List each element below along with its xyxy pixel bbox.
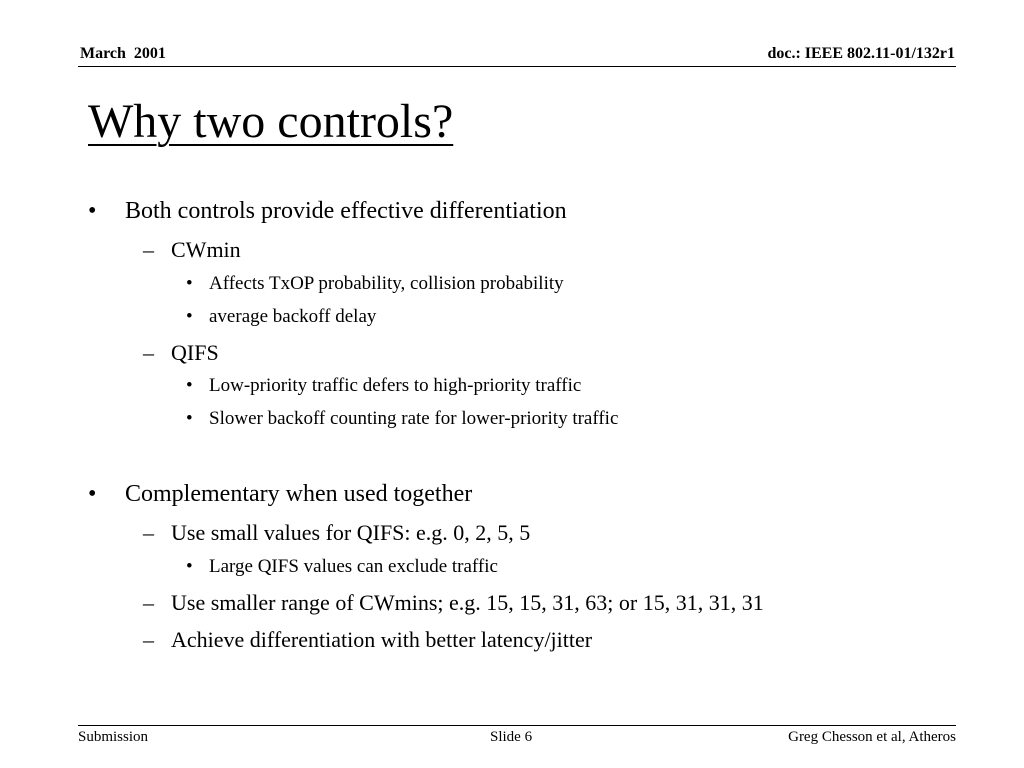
bullet-marker: • (186, 306, 193, 327)
bullet-item: Both controls provide effective differentiation (125, 198, 567, 224)
bullet-marker: • (88, 481, 97, 507)
footer-divider (78, 725, 956, 726)
bullet-marker: • (186, 556, 193, 577)
bullet-marker: • (186, 375, 193, 396)
bullet-marker: • (88, 198, 97, 224)
footer-authors: Greg Chesson et al, Atheros (788, 729, 956, 745)
slide-title: Why two controls? (88, 95, 454, 148)
bullet-marker: • (186, 408, 193, 429)
sub-bullet-item: CWmin (171, 237, 241, 262)
footer-slide-number: Slide 6 (490, 729, 533, 745)
sub-sub-bullet-item: Affects TxOP probability, collision probability (209, 273, 564, 294)
dash-marker: – (143, 340, 154, 365)
sub-sub-bullet-item: Slower backoff counting rate for lower-priority traffic (209, 408, 619, 429)
sub-sub-bullet-item: Low-priority traffic defers to high-priority traffic (209, 375, 582, 396)
header-date: March 2001 (80, 45, 166, 62)
sub-sub-bullet-item: Large QIFS values can exclude traffic (209, 556, 498, 577)
sub-bullet-item: Use small values for QIFS: e.g. 0, 2, 5, 5 (171, 520, 531, 545)
sub-bullet-item: Use smaller range of CWmins; e.g. 15, 15, 31, 63; or 15, 31, 31, 31 (171, 590, 764, 615)
footer-submission: Submission (78, 729, 149, 745)
bullet-marker: • (186, 273, 193, 294)
dash-marker: – (143, 520, 154, 545)
sub-bullet-item: QIFS (171, 340, 219, 365)
bullet-item: Complementary when used together (125, 481, 473, 507)
sub-bullet-item: Achieve differentiation with better latency/jitter (171, 627, 593, 652)
dash-marker: – (143, 237, 154, 262)
sub-sub-bullet-item: average backoff delay (209, 306, 377, 327)
dash-marker: – (143, 590, 154, 615)
dash-marker: – (143, 627, 154, 652)
header-doc-id: doc.: IEEE 802.11-01/132r1 (767, 45, 955, 62)
